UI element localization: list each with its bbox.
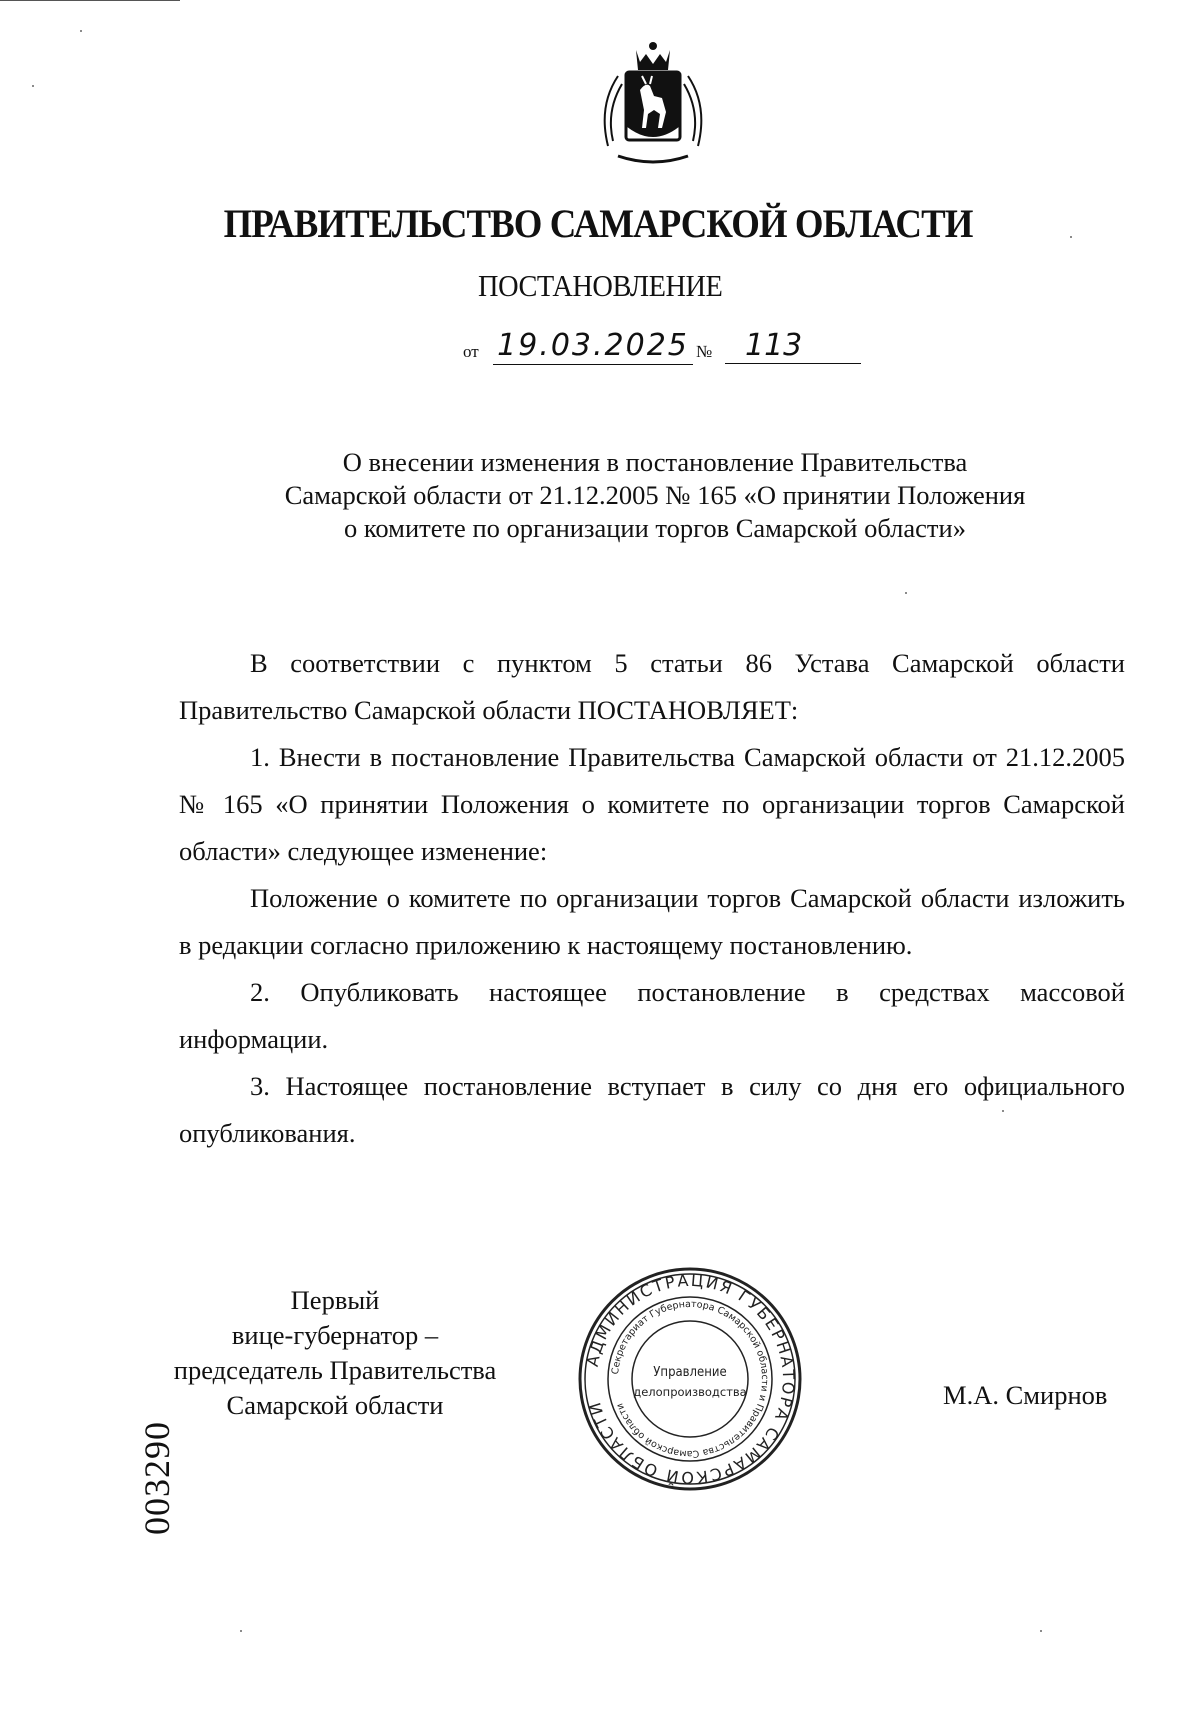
body-paragraph: 3. Настоящее постановление вступает в силу со дня его официального опубликования.	[179, 1071, 1125, 1148]
document-number: 113	[725, 330, 861, 364]
date-number-line	[463, 330, 863, 370]
seal-center-line-2: делопроизводства	[633, 1385, 747, 1399]
signer-name: М.А. Смирнов	[943, 1380, 1108, 1410]
seal-inner-text: Секретариат Губернатора Самарской области и Правительства Самарской области	[610, 1298, 771, 1460]
scan-speck	[32, 85, 34, 87]
body-paragraph: 2. Опубликовать настоящее постановление в средствах массовой информации.	[179, 977, 1125, 1054]
seal-center-line-1: Управление	[653, 1365, 727, 1380]
subject-line: о комитете по организации торгов Самарской области»	[344, 513, 966, 543]
scan-speck	[1070, 236, 1072, 238]
document-date: 19.03.2025	[493, 330, 693, 365]
signer-title-line: председатель Правительства	[173, 1355, 497, 1385]
document-type: ПОСТАНОВЛЕНИЕ	[478, 268, 723, 303]
scan-speck	[905, 592, 907, 594]
scan-edge-line	[0, 0, 180, 1]
number-prefix: №	[696, 342, 713, 361]
scan-speck	[1040, 1630, 1042, 1632]
document-subject	[210, 446, 1100, 545]
scan-speck	[80, 30, 82, 32]
seal-outer-text: АДМИНИСТРАЦИЯ ГУБЕРНАТОРА САМАРСКОЙ ОБЛАСТИ	[582, 1270, 799, 1488]
organization-title: ПРАВИТЕЛЬСТВО САМАРСКОЙ ОБЛАСТИ	[223, 201, 973, 246]
body-paragraph: 1. Внести в постановление Правительства Самарской области от 21.12.2005 № 165 «О принятии Положения о комитете по организации торгов Самарской области» следующее изменение:	[179, 742, 1125, 866]
body-paragraph: В соответствии с пунктом 5 статьи 86 Устава Самарской области Правительство Самарской области ПОСТАНОВЛЯЕТ:	[179, 648, 1125, 725]
official-seal	[575, 1264, 805, 1494]
signer-title-line: вице-губернатор –	[231, 1320, 439, 1350]
registration-number: 003290	[137, 1421, 177, 1535]
subject-line: Самарской области от 21.12.2005 № 165 «О принятии Положения	[284, 480, 1026, 510]
signer-title-line: Первый	[290, 1285, 380, 1315]
body-paragraph: Положение о комитете по организации торгов Самарской области изложить в редакции согласно приложению к настоящему постановлению.	[179, 883, 1125, 960]
scan-speck	[1002, 1110, 1004, 1112]
document-body	[179, 640, 1125, 1157]
subject-line: О внесении изменения в постановление Правительства	[342, 447, 968, 477]
coat-of-arms-emblem	[588, 36, 718, 166]
date-prefix: от	[463, 342, 479, 361]
signer-title-line: Самарской области	[226, 1390, 444, 1420]
scan-speck	[240, 1630, 242, 1632]
signer-title	[145, 1283, 525, 1423]
